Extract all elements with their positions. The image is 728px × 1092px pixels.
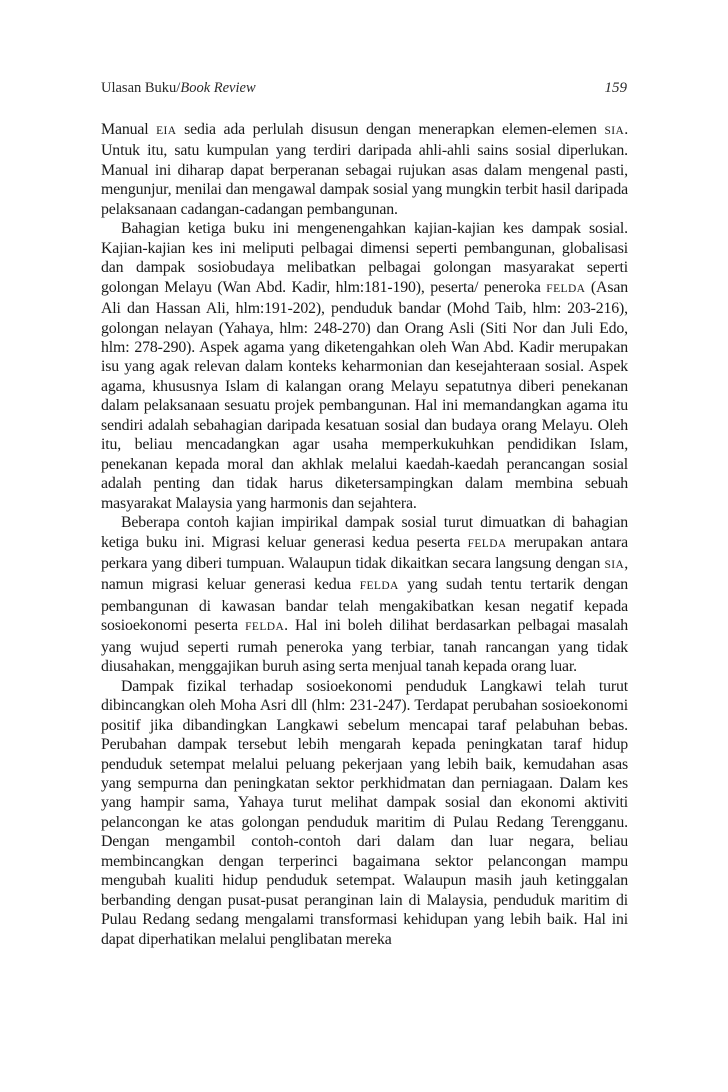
running-head-title — [101, 80, 256, 97]
paragraph-4: Dampak fizikal terhadap sosioekonomi penduduk Langkawi telah turut dibincangkan oleh Moha Asri dll (hlm: 231-247). Terdapat perubahan sosioekonomi positif jika dibandingkan Langkawi sebelum mencapai taraf pelabuhan bebas. Perubahan dampak tersebut lebih mengarah kepada peningkatan taraf hidup penduduk setempat melalui peluang pekerjaan yang lebih baik, kemudahan asas yang sempurna dan peningkatan sektor perkhidmatan dan perniagaan. Dalam kes yang hampir sama, Yahaya turut melihat dampak sosial dan ekonomi aktiviti pelancongan ke atas golongan penduduk maritim di Pulau Redang Terengganu. Dengan mengambil contoh-contoh dari dalam dan luar negara, beliau membincangkan dengan terperinci bagaimana sektor pelancongan mampu mengubah kualiti hidup penduduk setempat. Walaupun masih jauh ketinggalan berbanding dengan pusat-pusat peranginan lain di Malaysia, penduduk maritim di Pulau Redang sedang mengalami transformasi kehidupan yang lebih baik. Hal ini dapat diperhatikan melalui penglibatan mereka — [101, 677, 628, 948]
text-run: merupakan antara perkara yang diberi tumpuan. Walaupun tidak dikaitkan secara langsung dengan — [101, 533, 628, 572]
paragraph-1 — [101, 120, 628, 219]
abbr-sia: SIA — [604, 125, 625, 137]
abbr-felda: FELDA — [245, 621, 285, 634]
journal-title: Ulasan Buku/ — [101, 80, 181, 96]
page-number: 159 — [604, 80, 627, 96]
body-text — [101, 120, 628, 949]
abbr-felda: FELDA — [467, 537, 507, 550]
text-run: sedia ada perlulah disusun dengan menerapkan elemen-elemen — [176, 121, 605, 138]
abbr-felda: FELDA — [546, 282, 586, 295]
text-run: yang sudah tentu tertarik dengan pembangunan di kawasan bandar telah mengakibatkan kesan negatif kepada sosioekonomi peserta — [101, 576, 628, 635]
abbr-felda: FELDA — [359, 580, 399, 593]
text-run: Bahagian ketiga buku ini mengenengahkan kajian-kajian kes dampak sosial. Kajian-kajian kes ini meliputi pelbagai dimensi seperti pembangunan, globalisasi dan dampak sosiobudaya melibatkan pelbagai golongan masyarakat seperti golongan Melayu (Wan Abd. Kadir, hlm:181-190), peserta/ peneroka — [101, 220, 628, 296]
text-run: Beberapa contoh kajian impirikal dampak sosial turut dimuatkan di bahagian ketiga buku ini. Migrasi keluar generasi kedua peserta — [101, 514, 628, 551]
text-run: Manual — [101, 121, 157, 138]
text-run: , namun migrasi keluar generasi kedua — [101, 554, 628, 594]
running-head — [101, 80, 627, 97]
paragraph-3 — [101, 513, 628, 677]
text-run: (Asan Ali dan Hassan Ali, hlm:191-202), penduduk bandar (Mohd Taib, hlm: 203-216), golongan nelayan (Yahaya, hlm: 248-270) dan Orang Asli (Siti Nor dan Juli Edo, hlm: 278-290). Aspek agama yang diketengahkan oleh Wan Abd. Kadir merupakan isu yang agak relevan dalam konteks keharmonian dan kesejahteraan sosial. Aspek agama, khususnya Islam di kalangan orang Melayu sepatutnya diberi penekanan dalam pelaksanaan sesuatu projek pembangunan. Hal ini memandangkan agama itu sendiri adalah sebahagian daripada kesatuan sosial dan budaya orang Melayu. Oleh itu, beliau mencadangkan agar usaha memperkukuhkan pendidikan Islam, penekanan kepada moral dan akhlak melalui kaedah-kaedah perancangan sosial adalah penting dan tidak harus diketersampingkan dalam membina sebuah masyarakat Malaysia yang harmonis dan sejahtera. — [101, 278, 628, 512]
section-title: Book Review — [180, 80, 256, 96]
abbr-eia: EIA — [156, 125, 177, 137]
paragraph-2 — [101, 219, 628, 513]
abbr-sia: SIA — [604, 558, 625, 571]
text-run: . Untuk itu, satu kumpulan yang terdiri daripada ahli-ahli sains sosial diperlukan. Manual ini diharap dapat berperanan sebagai rujukan asas dalam mengenal pasti, mengunjur, menilai dan mengawal dampak sosial yang mungkin terbit hasil daripada pelaksanaan cadangan-cadangan pembangunan. — [101, 121, 628, 218]
text-run: . Hal ini boleh dilihat berdasarkan pelbagai masalah yang wujud seperti rumah peneroka yang terbiar, tanah rancangan yang tidak diusahakan, menggajikan buruh asing serta menjual tanah kepada orang luar. — [101, 617, 628, 676]
